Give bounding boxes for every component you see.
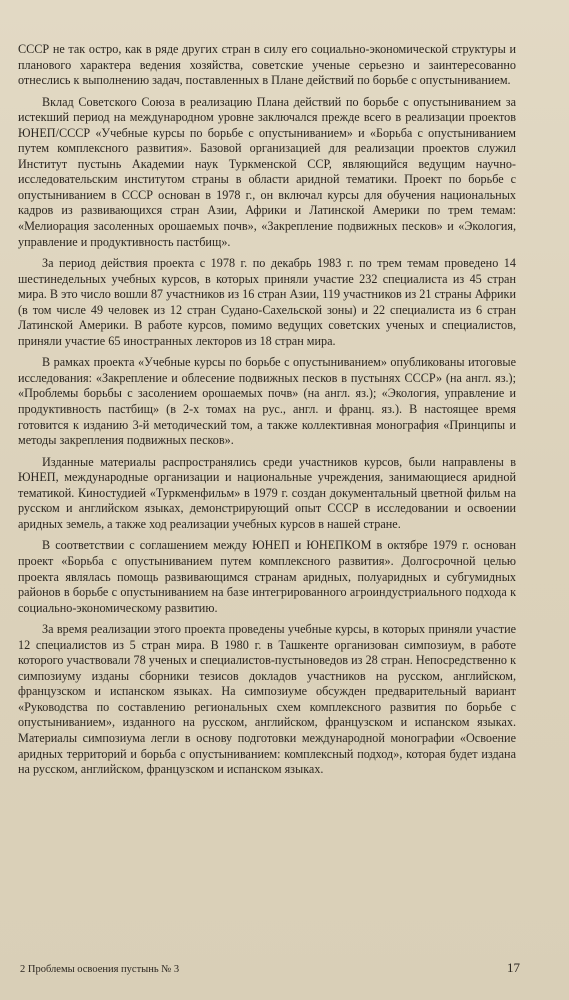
paragraph-6: В соответствии с соглашением между ЮНЕП и ЮНЕПКОМ в октябре 1979 г. основан проект «Борьба с опустыниванием путем комплексного развития». Долгосрочной целью проекта являлась помощь развивающимся странам аридных, полуаридных и субгумидных районов в борьбе с опустыниванием на базе интегрированного агроиндустриального подхода к социально-экономическому развитию.: [18, 538, 516, 615]
page-footer: [20, 960, 520, 980]
body-text: [18, 42, 516, 784]
paragraph-5: Изданные материалы распространялись среди участников курсов, были направлены в ЮНЕП, международные организации и национальные учреждения, занимающиеся аридной тематикой. Киностудией «Туркменфильм» в 1979 г. создан документальный цветной фильм на русском и английском языках, демонстрирующий опыт СССР в исследовании и освоении аридных земель, а также ход реализации учебных курсов в нашей стране.: [18, 454, 516, 531]
paragraph-2: Вклад Советского Союза в реализацию Плана действий по борьбе с опустыниванием за истекший период на международном уровне заключался прежде всего в реализации проектов ЮНЕП/СССР «Учебные курсы по борьбе с опустыниванием» и «Борьба с опустыниванием путем комплексного развития». Базовой организацией для реализации проектов служил Институт пустынь Академии наук Туркменской ССР, являющийся ведущим научно-исследовательским институтом страны в области аридной тематики. Проект по борьбе с опустыниванием в СССР основан в 1978 г., он включал курсы для обучения национальных кадров из развивающихся стран Азии, Африки и Латинской Америки по трем темам: «Мелиорация засоленных орошаемых почв», «Закрепление подвижных песков» и «Экология, управление и продуктивность пастбищ».: [18, 94, 516, 249]
signature-mark: 2 Проблемы освоения пустынь № 3: [20, 964, 180, 975]
paragraph-3: За период действия проекта с 1978 г. по декабрь 1983 г. по трем темам проведено 14 шестинедельных учебных курсов, в которых приняли участие 232 специалиста из 45 стран мира. В это число вошли 87 участников из 16 стран Азии, 119 участников из 21 страны Африки (в том числе 49 человек из 12 стран Судано-Сахельской зоны) и 22 специалиста из 6 стран Латинской Америки. В работе курсов, помимо ведущих советских ученых и специалистов, приняли участие 65 иностранных лекторов из 18 стран мира.: [18, 256, 516, 348]
paragraph-7: За время реализации этого проекта проведены учебные курсы, в которых приняли участие 12 специалистов из 5 стран мира. В 1980 г. в Ташкенте организован симпозиум, в работе которого участвовали 78 ученых и специалистов-пустыноведов из 28 стран. Непосредственно к симпозиуму изданы сборники тезисов докладов участников на русском, английском, французском и испанском языках. На симпозиуме обсужден предварительный вариант «Руководства по составлению региональных схем комплексного развития по борьбе с опустыниванием», изданного на русском, английском, французском и испанском языках. Материалы симпозиума легли в основу подготовки международной монографии «Освоение аридных территорий и борьба с опустыниванием: комплексный подход», которая будет издана на русском, английском, французском и испанском языках.: [18, 622, 516, 777]
paragraph-4: В рамках проекта «Учебные курсы по борьбе с опустыниванием» опубликованы итоговые исследования: «Закрепление и облесение подвижных песков в пустынях СССР» (на англ. яз.); «Проблемы борьбы с засолением орошаемых почв» (на англ. яз.); «Экология, управление и продуктивность пастбищ» (в 2-х томах на рус., англ. и франц. яз.). В настоящее время готовится к изданию 3-й методический том, а также коллективная монография «Принципы и методы закрепления подвижных песков».: [18, 355, 516, 448]
paragraph-1: СССР не так остро, как в ряде других стран в силу его социально-экономической структуры и планового характера ведения хозяйства, советские ученые серьезно и заинтересованно отнеслись к выполнению задач, поставленных в Плане действий по борьбе с опустыниванием.: [18, 42, 516, 88]
page-number: 17: [507, 960, 520, 975]
